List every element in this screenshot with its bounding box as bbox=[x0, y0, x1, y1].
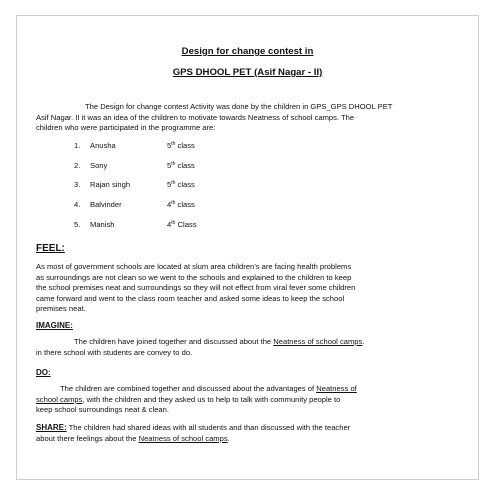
school-camps-link-text: school camps bbox=[36, 394, 83, 404]
share-line: SHARE: The children had shared ideas with all students and than discussed with the teacher bbox=[36, 423, 351, 432]
participant-name: Manish bbox=[90, 220, 115, 229]
do-paragraph bbox=[36, 384, 468, 416]
list-number: 1. bbox=[74, 141, 81, 150]
do-line: The children are combined together and discussed about the advantages of Neatness of bbox=[60, 384, 357, 393]
participant-class: 5th class bbox=[167, 161, 195, 170]
intro-line: children who were participated in the programme are: bbox=[36, 123, 216, 133]
list-number: 5. bbox=[74, 220, 81, 229]
participant-name: Rajan singh bbox=[90, 180, 131, 189]
intro-line: Asif Nagar. II it was an idea of the children to motivate towards Neatness of school camps. The bbox=[36, 112, 355, 122]
list-number: 3. bbox=[74, 180, 81, 189]
neatness-link-text: Neatness of bbox=[316, 384, 357, 393]
feel-line: premises neat. bbox=[36, 304, 86, 314]
participant-class: 5th class bbox=[167, 180, 195, 189]
feel-line: As most of government schools are located at slum area children’s are facing health problems bbox=[36, 262, 352, 271]
participant-name: Anusha bbox=[90, 141, 116, 150]
document-page bbox=[16, 15, 479, 480]
feel-paragraph bbox=[36, 262, 468, 315]
neatness-link-text: Neatness of school camps bbox=[273, 337, 363, 346]
neatness-link-text: Neatness of school camps bbox=[138, 433, 228, 443]
imagine-heading: IMAGINE: bbox=[36, 321, 73, 330]
share-paragraph bbox=[36, 423, 468, 444]
do-line: school camps, with the children and they asked us to help to talk with community people to bbox=[36, 394, 341, 404]
list-number: 4. bbox=[74, 200, 81, 209]
do-line: keep school surroundings neat & clean. bbox=[36, 405, 169, 415]
imagine-paragraph bbox=[36, 337, 468, 358]
do-heading: DO: bbox=[36, 368, 51, 377]
feel-line: the school premises neat and surroundings so they will not effect from viral fever some children bbox=[36, 283, 356, 293]
intro-line: The Design for change contest Activity was done by the children in GPS_GPS DHOOL PET bbox=[85, 102, 393, 111]
document-subtitle: GPS DHOOL PET (Asif Nagar - II) bbox=[172, 67, 323, 78]
share-heading: SHARE: bbox=[36, 423, 67, 432]
participant-class: 5th class bbox=[167, 141, 195, 150]
feel-line: came forward and went to the class room teacher and asked some ideas to keep the school bbox=[36, 293, 345, 303]
participant-class: 4th class bbox=[167, 200, 195, 209]
share-line: about there feelings about the Neatness of school camps. bbox=[36, 433, 230, 443]
participant-name: Sony bbox=[90, 161, 108, 170]
feel-heading: FEEL: bbox=[36, 243, 65, 254]
document-title: Design for change contest in bbox=[181, 46, 314, 57]
participant-class: 4th Class bbox=[167, 220, 197, 229]
feel-line: as surroundings are not clean so we went to the schools and explained to the children to keep bbox=[36, 272, 352, 282]
participant-name: Balvinder bbox=[90, 200, 122, 209]
intro-paragraph bbox=[36, 102, 468, 134]
list-number: 2. bbox=[74, 161, 81, 170]
imagine-line: in there school with students are convey to do. bbox=[36, 347, 193, 357]
imagine-line: The children have joined together and discussed about the Neatness of school camps. bbox=[74, 337, 365, 346]
